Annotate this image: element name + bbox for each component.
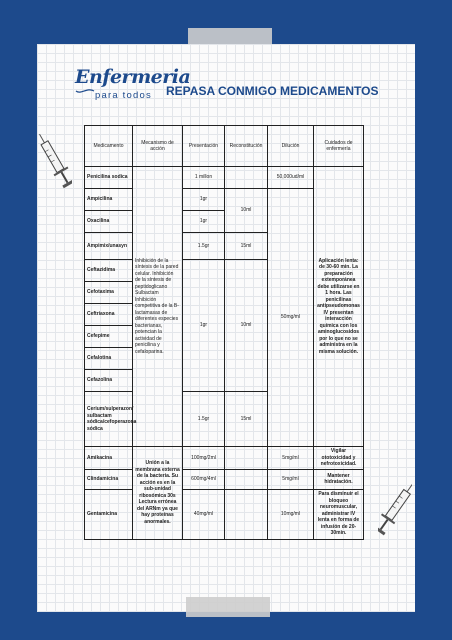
care-cell: Vigilar ototoxicidad y nefrotoxicidad. [314, 447, 364, 470]
medications-table [84, 125, 364, 540]
reconstitucion-cell: 10ml [225, 189, 268, 233]
empty-cell [225, 447, 268, 470]
presentacion-cell: 1gr [183, 211, 225, 233]
dilucion-cell: 10mg/ml [268, 489, 314, 539]
empty-cell [225, 489, 268, 539]
presentacion-cell: 1 millon [183, 167, 225, 189]
logo-main-text: Enfermeria [75, 66, 191, 88]
dilucion-cell: 5mg/ml [268, 447, 314, 470]
aminoglycoside-mechanism: Unión a la membrana externa de la bacteria. Su acción es en la sub-unidad ribosómica 30s Lectura errónea del ARNm ya que hay proteínas anormales. [133, 447, 183, 540]
table-row [85, 489, 364, 539]
med-name: Penicilina sodica [85, 167, 133, 189]
header-mecanismo: Mecanismo de acción [133, 126, 183, 167]
empty-cell [225, 167, 268, 189]
med-name: Gentamicina [85, 489, 133, 539]
enfermeria-logo [75, 66, 191, 108]
dilucion-cell: 50,000ud/ml [268, 167, 314, 189]
reconstitucion-cell: 10ml [225, 260, 268, 392]
med-name: Cerium/sulperazon/ sulbactam sódica/cefoperazona sódica [85, 392, 133, 447]
reconstitucion-cell: 15ml [225, 233, 268, 260]
table-row [85, 447, 364, 470]
med-name: Cefazolina [85, 370, 133, 392]
med-name: Amikacina [85, 447, 133, 470]
reconstitucion-cell: 15ml [225, 392, 268, 447]
med-name: Cefalotina [85, 348, 133, 370]
page-title: REPASA CONMIGO MEDICAMENTOS [166, 84, 379, 98]
dilucion-cell: 50mg/ml [268, 189, 314, 447]
med-name: Cefepime [85, 326, 133, 348]
care-cell: Mantener hidratación. [314, 469, 364, 489]
table-row [85, 469, 364, 489]
syringe-icon-left [38, 128, 72, 194]
table-header-row [85, 126, 364, 167]
med-name: Cefotaxima [85, 282, 133, 304]
logo-sub-text: para todos [95, 90, 152, 101]
beta-lactam-care: Aplicación lenta: de 30-60 min. La preparación extemporánea debe utilizarse en 1 hora. Las penicilinas antipseudomonas IV presentan interacción química con los aminoglucosidos por lo que no se administra en la misma solución. [314, 167, 364, 447]
med-name: Ceftriaxona [85, 304, 133, 326]
med-name: Clindamicina [85, 469, 133, 489]
med-name: Ampicilina [85, 189, 133, 211]
syringe-icon-right [378, 476, 412, 542]
presentacion-cell: 1gr [183, 260, 225, 392]
presentacion-cell: 100mg/2ml [183, 447, 225, 470]
table-row [85, 167, 364, 189]
header-reconstitucion: Reconstitución [225, 126, 268, 167]
beta-lactam-mechanism: Inhibición de la síntesis de la pared celular. Inhibición de la síntesis de peptidoglicano Sulbactam Inhibición competitiva de la B-lactamasas de diferentes especies bacterianas, potencian la actividad de penicilina y cefaloparina. [133, 167, 183, 447]
tape-bottom [186, 597, 270, 617]
header-cuidados: Cuidados de enfermería [314, 126, 364, 167]
presentacion-cell: 1.5gr [183, 392, 225, 447]
header-dilucion: Dilución [268, 126, 314, 167]
presentacion-cell: 1gr [183, 189, 225, 211]
med-name: Ceftazidima [85, 260, 133, 282]
stethoscope-line-icon [75, 87, 95, 95]
dilucion-cell: 5mg/ml [268, 469, 314, 489]
med-name: Oxacilina [85, 211, 133, 233]
presentacion-cell: 40mg/ml [183, 489, 225, 539]
med-name: Ampimix/unasyn [85, 233, 133, 260]
care-cell: Para disminuir el bloqueo neuromuscular, administrar IV lenta en forma de infusión de 20-30min. [314, 489, 364, 539]
presentacion-cell: 1.5gr [183, 233, 225, 260]
header-medicamento: Medicamento [85, 126, 133, 167]
header-presentacion: Presentación [183, 126, 225, 167]
presentacion-cell: 600mg/4ml [183, 469, 225, 489]
empty-cell [225, 469, 268, 489]
